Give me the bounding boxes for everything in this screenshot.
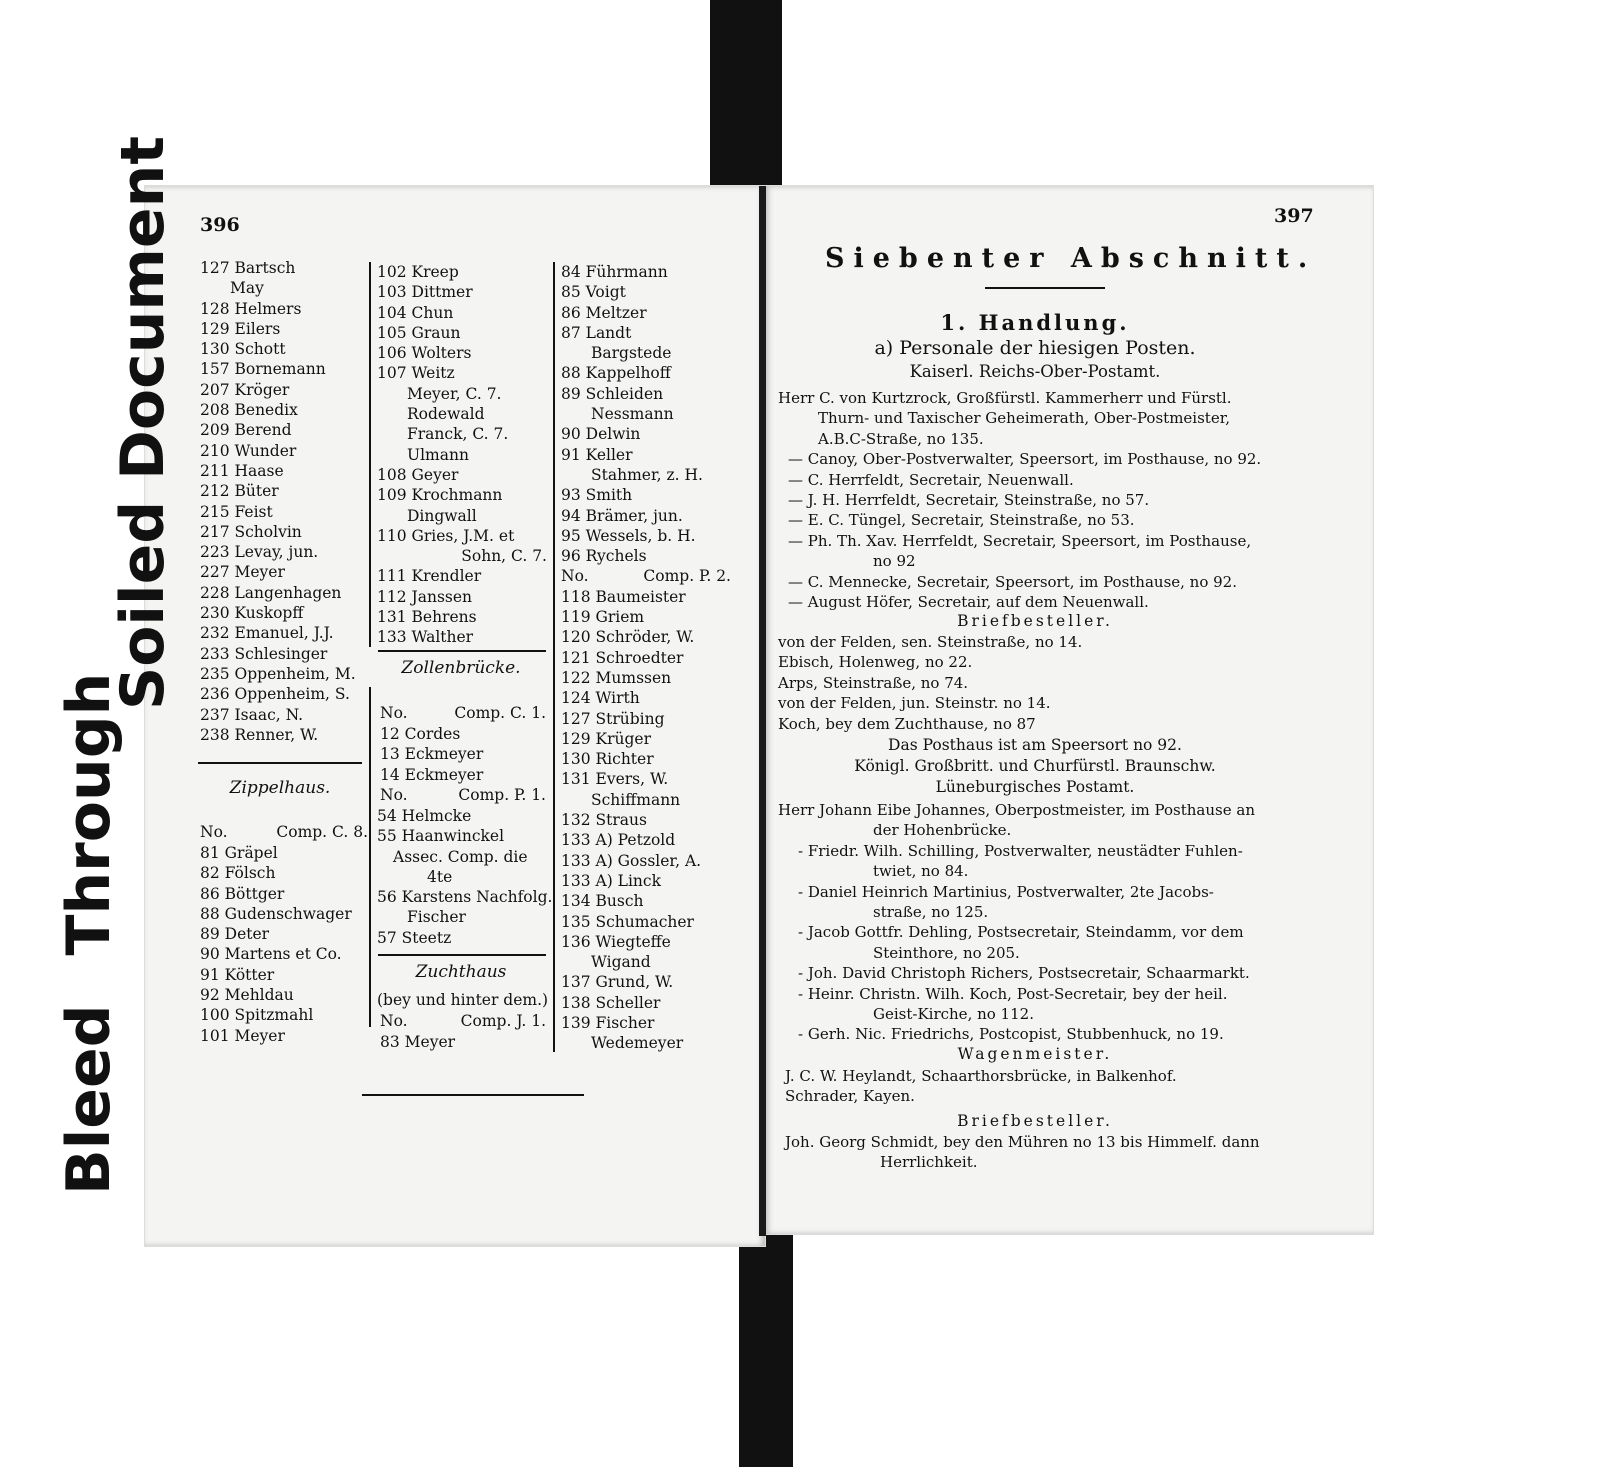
list-item: Ulmann	[407, 445, 469, 464]
list-item: 132 Straus	[561, 811, 647, 830]
list-item: 54 Helmcke	[377, 807, 472, 825]
list-item: 157 Bornemann	[200, 360, 326, 379]
text-line: - Friedr. Wilh. Schilling, Postverwalter, neustädter Fuhlen-	[798, 841, 1243, 860]
list-item: 94 Brämer, jun.	[561, 506, 683, 525]
list-item: Rodewald	[407, 405, 485, 424]
comp-no: No.	[380, 704, 408, 722]
list-item: 228 Langenhagen	[200, 583, 342, 602]
left-column-2	[377, 262, 547, 648]
list-item: 212 Büter	[200, 482, 279, 501]
list-item: 127 Bartsch	[200, 259, 296, 277]
left-column-2d	[380, 1032, 546, 1052]
text-line: - Gerh. Nic. Friedrichs, Postcopist, Stubbenhuck, no 19.	[798, 1025, 1224, 1044]
column-rule	[369, 262, 371, 647]
list-item: 108 Geyer	[377, 465, 459, 484]
list-item: Franck, C. 7.	[407, 425, 509, 444]
column-rule	[553, 262, 555, 1052]
comp-row	[380, 1011, 546, 1031]
left-column-3	[561, 262, 736, 1054]
column-rule	[369, 687, 371, 1027]
list-item: 217 Scholvin	[200, 522, 302, 541]
text-line: Joh. Georg Schmidt, bey den Mühren no 13 bis Himmelf. dann	[785, 1133, 1260, 1151]
text-line: der Hohenbrücke.	[873, 821, 1012, 840]
list-item: 130 Richter	[561, 750, 654, 769]
text-line: — C. Mennecke, Secretair, Speersort, im Posthause, no 92.	[788, 572, 1237, 591]
list-item: 95 Wessels, b. H.	[561, 526, 696, 545]
list-item: 92 Mehldau	[200, 986, 294, 1005]
list-item: 207 Kröger	[200, 380, 290, 399]
text-line: Koch, bey dem Zuchthause, no 87	[778, 714, 1036, 733]
list-item: 238 Renner, W.	[200, 725, 319, 744]
text-line: — J. H. Herrfeldt, Secretair, Steinstraße, no 57.	[788, 491, 1150, 510]
list-item: 110 Gries, J.M. et	[377, 526, 515, 545]
bleed-through-label: Bleed Through	[54, 672, 124, 1195]
sub-heading: Briefbesteller.	[957, 1112, 1113, 1130]
text-line: Geist-Kirche, no 112.	[873, 1005, 1034, 1024]
list-item: Wigand	[591, 953, 651, 972]
personnel-block-1	[778, 388, 1298, 612]
text-line: Arps, Steinstraße, no 74.	[778, 673, 969, 692]
list-item: 227 Meyer	[200, 563, 285, 582]
list-item: 105 Graun	[377, 323, 461, 342]
list-item: 223 Levay, jun.	[200, 543, 319, 562]
list-item: 137 Grund, W.	[561, 973, 674, 992]
list-item: Schiffmann	[591, 790, 681, 809]
list-item: 89 Deter	[200, 925, 270, 944]
text-line: Herr C. von Kurtzrock, Großfürstl. Kammerherr und Fürstl.	[778, 389, 1232, 407]
comp-row	[380, 785, 546, 805]
left-page-number: 396	[200, 214, 240, 236]
list-item: 134 Busch	[561, 892, 644, 911]
text-line: Steinthore, no 205.	[873, 943, 1020, 962]
list-item: 235 Oppenheim, M.	[200, 664, 356, 683]
text-line: — August Höfer, Secretair, auf dem Neuenwall.	[788, 593, 1149, 612]
divider	[378, 650, 546, 652]
list-item: 210 Wunder	[200, 441, 297, 460]
list-item: 12 Cordes	[380, 725, 461, 743]
list-item: 136 Wiegteffe	[561, 932, 671, 951]
list-item: 87 Landt	[561, 323, 632, 342]
office-heading: Königl. Großbritt. und Churfürstl. Braunschw.	[854, 757, 1216, 775]
list-item: 118 Baumeister	[561, 587, 686, 606]
text-line: von der Felden, jun. Steinstr. no 14.	[778, 694, 1051, 713]
comp-no: No.	[561, 567, 589, 586]
list-item: 131 Evers, W.	[561, 770, 669, 789]
list-item: 93 Smith	[561, 486, 633, 505]
divider	[378, 954, 546, 956]
list-item: 88 Kappelhoff	[561, 364, 671, 383]
list-item: 56 Karstens Nachfolg.	[377, 888, 553, 907]
personnel-block-5	[785, 1132, 1310, 1173]
text-line: Herrlichkeit.	[880, 1153, 978, 1172]
list-item: 88 Gudenschwager	[200, 904, 352, 923]
list-item: 86 Meltzer	[561, 303, 647, 322]
list-item: Meyer, C. 7.	[407, 384, 502, 403]
text-line: - Daniel Heinrich Martinius, Postverwalter, 2te Jacobs-	[798, 882, 1214, 901]
comp-value: Comp. P. 2.	[643, 567, 731, 586]
section-subheading: (bey und hinter dem.)	[377, 991, 549, 1009]
list-item: 209 Berend	[200, 421, 292, 440]
personnel-block-3	[778, 800, 1303, 1045]
list-item: 86 Böttger	[200, 884, 285, 903]
text-line: twiet, no 84.	[873, 862, 969, 881]
section-subheading: a) Personale der hiesigen Posten.	[874, 337, 1196, 359]
office-heading: Kaiserl. Reichs-Ober-Postamt.	[909, 362, 1161, 381]
list-item: 129 Krüger	[561, 729, 651, 748]
divider	[362, 1094, 584, 1096]
list-item: Assec. Comp. die	[393, 847, 528, 866]
right-page-number: 397	[1274, 205, 1314, 227]
list-item: Nessmann	[591, 405, 674, 424]
section-heading-zuchthaus: Zuchthaus	[415, 962, 507, 982]
list-item: 122 Mumssen	[561, 668, 672, 687]
text-line: - Jacob Gottfr. Dehling, Postsecretair, Steindamm, vor dem	[798, 923, 1244, 942]
text-line: A.B.C-Straße, no 135.	[818, 429, 984, 448]
list-item: 89 Schleiden	[561, 384, 664, 403]
personnel-block-2	[778, 632, 1298, 734]
list-item: 100 Spitzmahl	[200, 1006, 314, 1025]
comp-no: No.	[200, 823, 228, 841]
list-item: Fischer	[407, 908, 466, 927]
comp-row	[561, 566, 731, 586]
list-item: 109 Krochmann	[377, 486, 503, 505]
list-item: 101 Meyer	[200, 1026, 285, 1045]
comp-value: Comp. C. 1.	[454, 704, 546, 722]
left-column-2b	[380, 724, 546, 785]
list-item: 120 Schröder, W.	[561, 628, 695, 647]
binding-bar-bottom	[739, 1230, 793, 1467]
text-line: J. C. W. Heylandt, Schaarthorsbrücke, in Balkenhof.	[785, 1067, 1177, 1085]
list-item: Bargstede	[591, 344, 672, 363]
list-item: 128 Helmers	[200, 299, 302, 318]
list-item: May	[230, 279, 264, 298]
list-item: 104 Chun	[377, 303, 454, 322]
office-heading: Lüneburgisches Postamt.	[935, 778, 1135, 796]
list-item: 91 Keller	[561, 445, 633, 464]
list-item: 91 Kötter	[200, 965, 275, 984]
list-item: 232 Emanuel, J.J.	[200, 624, 334, 643]
comp-no: No.	[380, 786, 408, 804]
text-line: straße, no 125.	[873, 903, 989, 922]
list-item: 139 Fischer	[561, 1013, 655, 1032]
divider	[198, 762, 362, 764]
text-line: - Heinr. Christn. Wilh. Koch, Post-Secretair, bey der heil.	[798, 984, 1228, 1003]
list-item: 124 Wirth	[561, 689, 640, 708]
text-line: Thurn- und Taxischer Geheimerath, Ober-Postmeister,	[818, 409, 1230, 428]
list-item: 111 Krendler	[377, 567, 482, 586]
list-item: 133 A) Linck	[561, 871, 661, 890]
list-item: 81 Gräpel	[200, 844, 278, 862]
list-item: 135 Schumacher	[561, 912, 694, 931]
personnel-block-4	[785, 1066, 1305, 1107]
section-heading: 1. Handlung.	[940, 310, 1130, 335]
list-item: 215 Feist	[200, 502, 273, 521]
list-item: 131 Behrens	[377, 608, 477, 627]
text-line: — Canoy, Ober-Postverwalter, Speersort, im Posthause, no 92.	[788, 450, 1262, 469]
section-heading-zollenbruecke: Zollenbrücke.	[401, 658, 521, 678]
chapter-title: Siebenter Abschnitt.	[825, 243, 1317, 274]
list-item: 82 Fölsch	[200, 864, 276, 883]
list-item: 102 Kreep	[377, 263, 459, 281]
list-item: 130 Schott	[200, 340, 286, 359]
comp-row	[380, 703, 546, 723]
list-item: 121 Schroedter	[561, 648, 684, 667]
list-item: Wedemeyer	[591, 1034, 684, 1053]
text-line: Herr Johann Eibe Johannes, Oberpostmeister, im Posthause an	[778, 801, 1255, 819]
list-item: 127 Strübing	[561, 709, 665, 728]
text-line: — C. Herrfeldt, Secretair, Neuenwall.	[788, 470, 1074, 489]
list-item: 138 Scheller	[561, 993, 661, 1012]
list-item: 107 Weitz	[377, 364, 455, 383]
list-item: 119 Griem	[561, 608, 645, 627]
list-item: 103 Dittmer	[377, 283, 473, 302]
soiled-document-label: Soiled Document	[108, 135, 178, 710]
list-item: 96 Rychels	[561, 547, 647, 566]
comp-no: No.	[380, 1012, 408, 1030]
list-item: 211 Haase	[200, 461, 284, 480]
list-item: 133 A) Gossler, A.	[561, 851, 702, 870]
left-column-1b	[200, 843, 370, 1046]
list-item: 230 Kuskopff	[200, 604, 304, 623]
text-line: — Ph. Th. Xav. Herrfeldt, Secretair, Speersort, im Posthause,	[788, 531, 1252, 550]
left-column-2c	[377, 806, 553, 948]
comp-value: Comp. C. 8.	[276, 823, 368, 841]
note: Das Posthaus ist am Speersort no 92.	[888, 736, 1182, 754]
list-item: 129 Eilers	[200, 319, 281, 338]
list-item: 237 Isaac, N.	[200, 705, 304, 724]
text-line: — E. C. Tüngel, Secretair, Steinstraße, no 53.	[788, 511, 1135, 530]
list-item: 84 Führmann	[561, 263, 668, 281]
list-item: 236 Oppenheim, S.	[200, 685, 350, 704]
text-line: von der Felden, sen. Steinstraße, no 14.	[778, 633, 1083, 651]
text-line: Schrader, Kayen.	[785, 1087, 915, 1106]
list-item: 57 Steetz	[377, 928, 452, 947]
comp-value: Comp. J. 1.	[460, 1012, 546, 1030]
list-item: 14 Eckmeyer	[380, 765, 484, 784]
list-item: 106 Wolters	[377, 344, 472, 363]
list-item: 13 Eckmeyer	[380, 745, 484, 764]
sub-heading: Briefbesteller.	[957, 612, 1113, 630]
sub-heading: Wagenmeister.	[957, 1045, 1113, 1063]
list-item: 208 Benedix	[200, 401, 298, 420]
text-line: Ebisch, Holenweg, no 22.	[778, 653, 973, 672]
list-item: Stahmer, z. H.	[591, 465, 703, 484]
binding-bar-top	[710, 0, 782, 188]
list-item: 112 Janssen	[377, 587, 473, 606]
list-item: 83 Meyer	[380, 1033, 456, 1051]
list-item: 133 Walther	[377, 628, 474, 647]
book-spine	[759, 186, 766, 1236]
list-item: 85 Voigt	[561, 283, 626, 302]
list-item: 90 Delwin	[561, 425, 641, 444]
list-item: Sohn, C. 7.	[461, 547, 547, 566]
text-line: - Joh. David Christoph Richers, Postsecretair, Schaarmarkt.	[798, 964, 1250, 983]
list-item: 133 A) Petzold	[561, 831, 676, 850]
list-item: 90 Martens et Co.	[200, 945, 342, 964]
section-heading-zippelhaus: Zippelhaus.	[229, 778, 331, 798]
list-item: 55 Haanwinckel	[377, 827, 505, 846]
divider	[985, 287, 1105, 289]
list-item: 233 Schlesinger	[200, 644, 328, 663]
list-item: 4te	[427, 867, 453, 886]
left-column-1	[200, 258, 370, 745]
comp-value: Comp. P. 1.	[458, 786, 546, 804]
text-line: no 92	[873, 552, 916, 571]
comp-row	[200, 822, 368, 842]
list-item: Dingwall	[407, 506, 477, 525]
